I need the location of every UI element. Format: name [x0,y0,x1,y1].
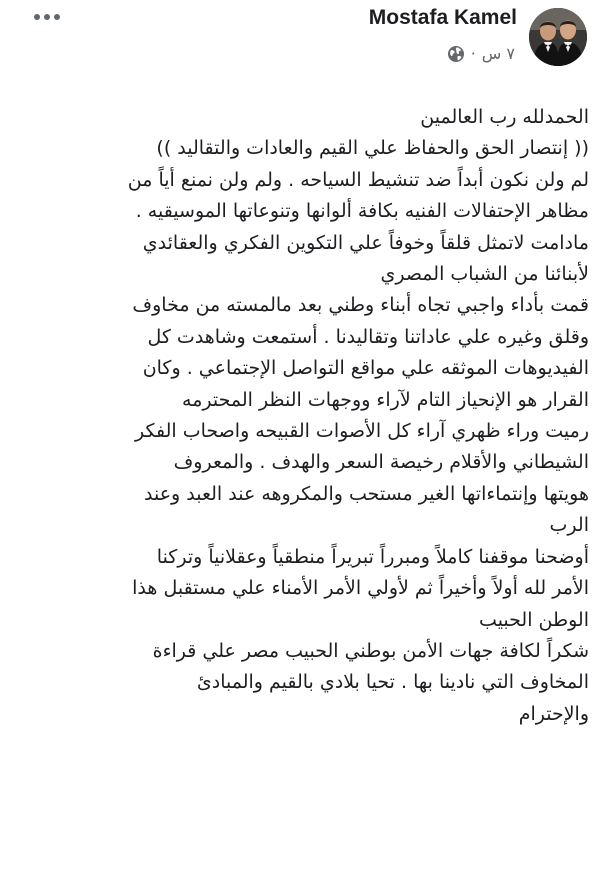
post-text-line: الفيديوهات الموثقه علي مواقع التواصل الإجتماعي . وكان [142,357,589,380]
more-horizontal-icon [32,13,62,21]
post-text-line: لأبنائنا من الشباب المصري [380,263,589,286]
post-text-line: (( إنتصار الحق والحفاظ علي القيم والعادات والتقاليد )) [156,137,589,160]
post-text-line: الشيطاني والأقلام رخيصة السعر والهدف . والمعروف [173,451,589,474]
post-header [0,0,605,80]
post-text-line: هويتها وإنتماءاتها الغير مستحب والمكروهه عند العبد وعند [144,482,589,505]
post-text-line: لم ولن نكون أبداً ضد تنشيط السياحه . ولم ولن نمنع أياً من [127,168,589,191]
more-options-button[interactable] [30,6,64,28]
globe-icon[interactable] [447,45,465,63]
post-text-line: أوضحنا موقفنا كاملاً ومبرراً تبريراً منطقياً وعقلانياً وتركنا [156,545,589,568]
post-text-line: الرب [549,514,589,537]
post-body [9,102,589,730]
post-text-line: رميت وراء ظهري آراء كل الأصوات القبيحه واصحاب الفكر [135,420,589,443]
post-meta [447,44,515,63]
post-text-line: الأمر لله أولاً وأخيراً ثم لأولي الأمر الأمناء علي مستقبل هذا [132,577,589,600]
post-text-line: والإحترام [518,702,589,725]
post-text-line: مظاهر الإحتفالات الفنيه بكافة ألوانها وتنوعاتها الموسيقيه . [135,200,589,223]
post-timestamp[interactable]: ٧ س [481,44,515,63]
post-text-line: شكراً لكافة جهات الأمن بوطني الحبيب مصر علي قراءة [152,639,589,662]
post-text-line: مادامت لاتمثل قلقاً وخوفاً علي التكوين الفكري والعقائدي [142,231,589,254]
author-name[interactable]: Mostafa Kamel [368,6,517,29]
author-avatar[interactable] [529,8,587,66]
post-text-line: قمت بأداء واجبي تجاه أبناء وطني بعد مالمسته من مخاوف [132,294,589,317]
post-text-line: وقلق وغيره علي عاداتنا وتقاليدنا . أستمعت وشاهدت كل [147,325,589,348]
meta-separator: · [470,44,476,63]
post-text-line: الوطن الحبيب [479,608,589,631]
post-text-line: المخاوف التي نادينا بها . تحيا بلادي بالقيم والمبادئ [196,671,589,694]
post-text-line: الحمدلله رب العالمين [420,106,589,128]
post-text-line: القرار هو الإنحياز التام لآراء ووجهات النظر المحترمه [182,388,589,411]
avatar-photo [529,8,587,66]
